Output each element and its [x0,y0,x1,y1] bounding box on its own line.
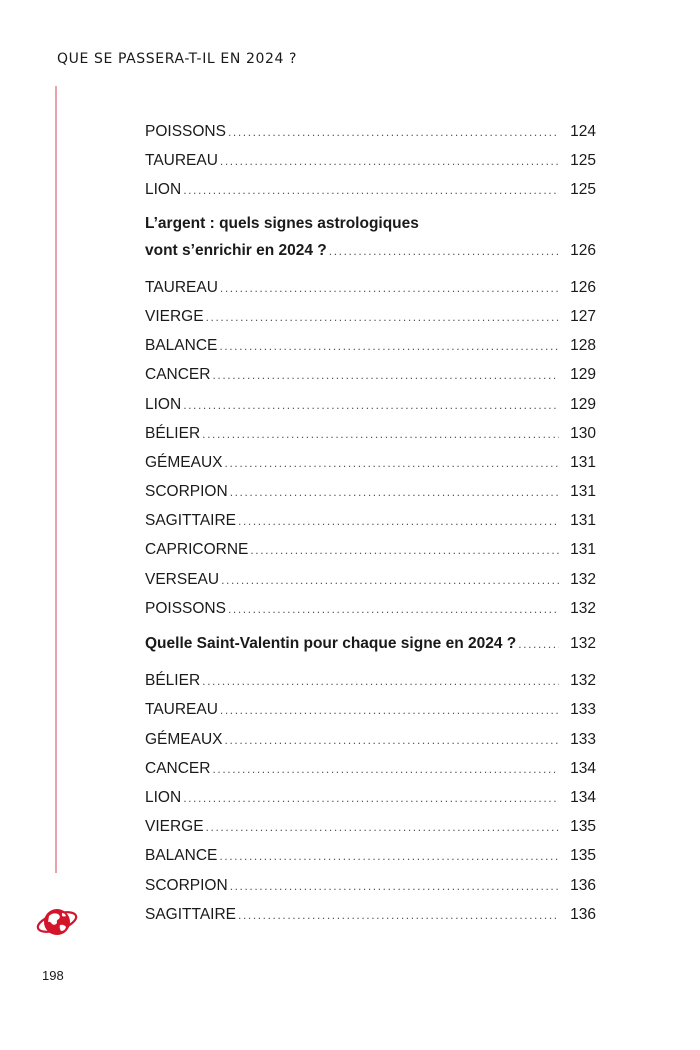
dot-leader [202,420,559,449]
toc-entry-page: 135 [570,847,596,865]
dot-leader [220,274,559,303]
toc-entry-label: LION [145,788,182,806]
dot-leader [225,726,559,755]
toc-entry-gémeaux[interactable] [145,448,596,477]
toc-group-3 [145,666,596,929]
toc-entry-page: 131 [570,512,596,530]
toc-entry-label: BALANCE [145,847,218,865]
toc-entry-label: POISSONS [145,123,226,140]
toc-entry-cancer[interactable] [145,754,596,783]
toc-entry-scorpion[interactable] [145,871,596,900]
section-page-number: 126 [570,241,596,259]
toc-entry-label: VIERGE [145,307,204,325]
section-title: Quelle Saint-Valentin pour chaque signe en 2024 ? [145,635,517,652]
toc-entry-page: 136 [570,876,596,894]
toc-entry-page: 134 [570,759,596,777]
dot-leader [220,147,559,176]
section-title-row [145,629,596,658]
toc-entry-taureau[interactable] [145,273,596,302]
toc-section-saint-valentin[interactable] [145,629,596,658]
toc-entry-label: GÉMEAUX [145,453,223,471]
toc-entry-page: 132 [570,599,596,617]
toc-entry-label: TAUREAU [145,152,218,170]
dot-leader [212,755,559,784]
dot-leader [183,391,559,420]
dot-leader [220,696,559,725]
toc-entry-gémeaux[interactable] [145,725,596,754]
dot-leader [183,176,559,205]
dot-leader [250,536,559,565]
toc-group-2 [145,273,596,623]
toc-entry-page: 124 [570,123,596,140]
toc-entry-page: 134 [570,788,596,806]
toc-entry-page: 135 [570,818,596,836]
toc-entry-page: 136 [570,905,596,923]
section-title-line1: L’argent : quels signes astrologiques [145,214,419,232]
toc-entry-label: CAPRICORNE [145,541,249,559]
toc-entry-page: 132 [570,672,596,690]
toc-entry-scorpion[interactable] [145,477,596,506]
toc-entry-label: LION [145,395,182,413]
dot-leader [228,118,559,147]
toc-entry-cancer[interactable] [145,360,596,389]
page-number: 198 [42,968,64,983]
toc-entry-page: 131 [570,483,596,501]
dot-leader [238,507,559,536]
running-head: QUE SE PASSERA-T-IL EN 2024 ? [57,51,298,67]
toc-entry-page: 131 [570,541,596,559]
dot-leader [219,842,559,871]
toc-group-1 [145,117,596,205]
toc-entry-label: CANCER [145,759,211,777]
toc-entry-lion[interactable] [145,390,596,419]
toc-entry-page: 126 [570,278,596,296]
toc-entry-page: 133 [570,730,596,748]
toc-entry-balance[interactable] [145,841,596,870]
toc-entry-page: 129 [570,395,596,413]
toc-entry-poissons[interactable] [145,117,596,146]
section-page-number: 132 [570,635,596,652]
toc-entry-label: TAUREAU [145,701,218,719]
toc-entry-label: LION [145,181,182,199]
dot-leader [225,449,559,478]
globe-icon [35,902,79,942]
dot-leader [329,237,559,266]
toc-entry-taureau[interactable] [145,146,596,175]
toc-section-argent[interactable] [145,211,596,265]
dot-leader [219,332,559,361]
toc-entry-page: 131 [570,453,596,471]
toc-entry-label: CANCER [145,366,211,384]
toc-entry-sagittaire[interactable] [145,506,596,535]
toc-entry-capricorne[interactable] [145,535,596,564]
dot-leader [202,667,559,696]
toc-entry-page: 125 [570,181,596,199]
dot-leader [238,901,559,930]
toc-entry-label: TAUREAU [145,278,218,296]
dot-leader [212,361,559,390]
toc-entry-page: 130 [570,424,596,442]
toc-entry-label: BÉLIER [145,424,201,442]
toc-entry-page: 132 [570,570,596,588]
dot-leader [183,784,559,813]
toc-entry-label: SCORPION [145,876,228,894]
toc-entry-label: SAGITTAIRE [145,512,237,530]
toc-entry-balance[interactable] [145,331,596,360]
toc-entry-page: 128 [570,337,596,355]
dot-leader [230,478,559,507]
toc-entry-page: 127 [570,307,596,325]
toc-entry-label: POISSONS [145,599,226,617]
toc-entry-bélier[interactable] [145,666,596,695]
dot-leader [230,872,559,901]
table-of-contents [145,117,596,929]
toc-entry-verseau[interactable] [145,565,596,594]
toc-entry-vierge[interactable] [145,812,596,841]
toc-entry-label: SAGITTAIRE [145,905,237,923]
toc-entry-label: BALANCE [145,337,218,355]
toc-entry-lion[interactable] [145,783,596,812]
toc-entry-label: GÉMEAUX [145,730,223,748]
toc-entry-label: VERSEAU [145,570,220,588]
toc-entry-taureau[interactable] [145,695,596,724]
section-title-line2: vont s’enrichir en 2024 ? [145,241,327,259]
dot-leader [206,813,559,842]
toc-entry-label: SCORPION [145,483,228,501]
toc-entry-page: 125 [570,152,596,170]
toc-entry-label: VIERGE [145,818,204,836]
toc-entry-bélier[interactable] [145,419,596,448]
toc-entry-poissons[interactable] [145,594,596,623]
section-title-row [145,236,596,265]
toc-entry-page: 133 [570,701,596,719]
toc-entry-page: 129 [570,366,596,384]
toc-entry-label: BÉLIER [145,672,201,690]
dot-leader [518,630,559,659]
toc-entry-vierge[interactable] [145,302,596,331]
toc-entry-sagittaire[interactable] [145,900,596,929]
toc-entry-lion[interactable] [145,175,596,204]
margin-rule [55,86,57,873]
dot-leader [206,303,559,332]
dot-leader [221,566,559,595]
dot-leader [228,595,559,624]
